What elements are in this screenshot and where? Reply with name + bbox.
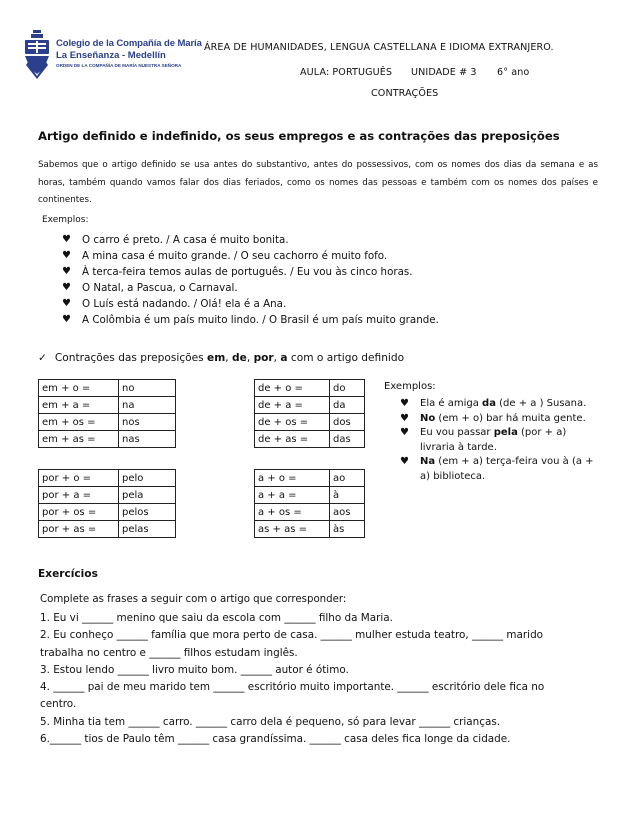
heart-bullet-icon: ♥ xyxy=(62,266,71,277)
table-de-contractions xyxy=(254,379,365,448)
table-row: de + as = das xyxy=(255,431,365,448)
side-examples-label: Exemplos: xyxy=(384,381,436,392)
school-logo xyxy=(22,28,202,80)
heart-bullet-icon: ♥ xyxy=(62,250,71,261)
exercises-instruction: Complete as frases a seguir com o artigo que corresponder: xyxy=(40,594,347,605)
heart-bullet-icon: ♥ xyxy=(400,412,409,424)
crest-icon xyxy=(22,28,52,80)
table-row: em + as = nas xyxy=(39,431,176,448)
table-a-contractions xyxy=(254,469,365,538)
table-row: a + os = aos xyxy=(255,504,365,521)
example-item: ♥ O Natal, a Pascua, o Carnaval. xyxy=(62,282,238,294)
exercise-line: centro. xyxy=(40,698,77,711)
exercise-line: 1. Eu vi ______ menino que saiu da escola com ______ filho da Maria. xyxy=(40,612,393,624)
exercise-line: 3. Estou lendo ______ livro muito bom. ______ autor é ótimo. xyxy=(40,663,349,676)
table-row: por + o = pelo xyxy=(39,470,176,487)
heart-bullet-icon: ♥ xyxy=(62,314,71,325)
exercises-title: Exercícios xyxy=(38,568,98,580)
exercise-line: trabalha no centro e ______ filhos estudam inglês. xyxy=(40,646,298,659)
exercise-line: 2. Eu conheço ______ família que mora perto de casa. ______ mulher estuda teatro, ______ marido xyxy=(40,629,544,642)
logo-school-location: La Enseñanza - Medellín xyxy=(56,50,166,61)
side-examples-list xyxy=(400,397,600,484)
heart-bullet-icon: ♥ xyxy=(62,234,71,245)
side-example-item: ♥ Eu vou passar pela (por + a) livraria à tarde. xyxy=(400,427,567,453)
table-row: de + o = do xyxy=(255,380,365,397)
examples-label: Exemplos: xyxy=(42,215,89,225)
table-row: em + a = na xyxy=(39,397,176,414)
example-item: ♥ A Colômbia é um país muito lindo. / O Brasil é um país muito grande. xyxy=(62,314,439,326)
example-item: ♥ O carro é preto. / A casa é muito bonita. xyxy=(62,234,289,246)
table-row: por + a = pela xyxy=(39,487,176,504)
table-row: em + os = nos xyxy=(39,414,176,431)
table-row: por + as = pelas xyxy=(39,521,176,538)
heart-bullet-icon: ♥ xyxy=(62,282,71,293)
header-area: ÁREA DE HUMANIDADES, LENGUA CASTELLANA E IDIOMA EXTRANJERO. xyxy=(204,42,554,53)
example-item: ♥ O Luís está nadando. / Olá! ela é a Ana. xyxy=(62,298,287,310)
header-grade: 6° ano xyxy=(497,67,530,78)
exercise-line: 6.______ tios de Paulo têm ______ casa grandíssima. ______ casa deles fica longe da cidade. xyxy=(40,733,511,746)
heart-bullet-icon: ♥ xyxy=(400,427,409,438)
header-aula: AULA: PORTUGUÊS xyxy=(300,67,393,78)
table-row: as + as = às xyxy=(255,521,365,538)
intro-paragraph: Sabemos que o artigo definido se usa antes do substantivo, antes do possessivos, com os nomes dos dias da semana e as horas, também quando vamos falar dos dias feriados, como os nomes das pessoas e também com os nomes dos países e continentes. xyxy=(38,160,598,205)
header-unidade: UNIDADE # 3 xyxy=(411,67,477,78)
examples-list xyxy=(62,232,439,328)
table-row: de + a = da xyxy=(255,397,365,414)
example-item: ♥ A mina casa é muito grande. / O seu cachorro é muito fofo. xyxy=(62,250,388,262)
table-row: a + o = ao xyxy=(255,470,365,487)
checkmark-icon: ✓ xyxy=(38,352,47,364)
example-item: ♥ À terca-feira temos aulas de português. / Eu vou às cinco horas. xyxy=(62,266,413,278)
table-row: a + a = à xyxy=(255,487,365,504)
table-row: de + os = dos xyxy=(255,414,365,431)
side-example-item: ♥ Ela é amiga da (de + a ) Susana. xyxy=(400,397,600,412)
heart-bullet-icon: ♥ xyxy=(400,456,409,467)
heart-bullet-icon: ♥ xyxy=(400,398,409,409)
exercise-line: 5. Minha tia tem ______ carro. ______ carro dela é pequeno, só para levar ______ crianças. xyxy=(40,715,501,728)
table-por-contractions xyxy=(38,469,176,538)
table-em-contractions xyxy=(38,379,176,448)
section-title: Artigo definido e indefinido, os seus empregos e as contrações das preposições xyxy=(38,129,560,143)
heart-bullet-icon: ♥ xyxy=(62,298,71,309)
logo-school-name: Colegio de la Compañía de María xyxy=(56,38,202,49)
header-topic: CONTRAÇÕES xyxy=(371,88,439,99)
contractions-heading: ✓ Contrações das preposições em, de, por, a com o artigo definido xyxy=(38,352,405,364)
side-example-item: ♥ Na (em + a) terça-feira vou à (a + a) biblioteca. xyxy=(400,456,594,482)
exercise-line: 4. ______ pai de meu marido tem ______ escritório muito importante. ______ escritório dele fica no xyxy=(40,681,545,694)
logo-order: ORDEN DE LA COMPAÑÍA DE MARÍA NUESTRA SEÑORA xyxy=(56,63,182,68)
side-example-item: ♥ No (em + o) bar há muita gente. xyxy=(400,412,600,427)
table-row: por + os = pelos xyxy=(39,504,176,521)
exercises-lines xyxy=(40,610,600,748)
table-row: em + o = no xyxy=(39,380,176,397)
